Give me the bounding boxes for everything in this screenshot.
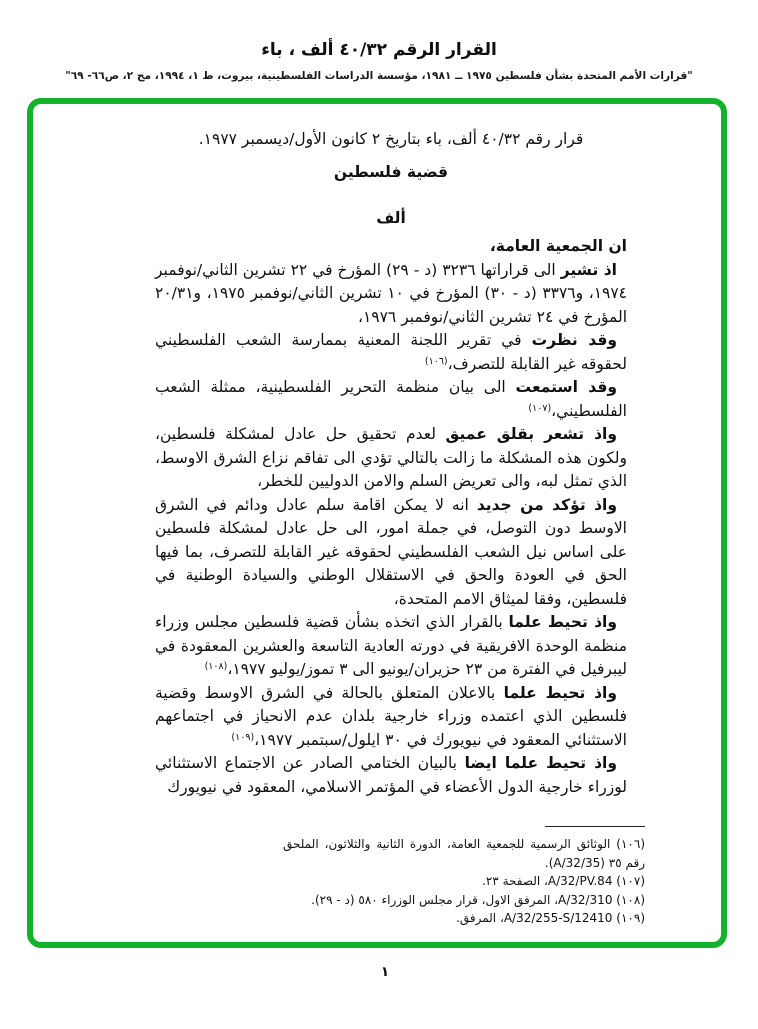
footnote-marker: (١٠٨)	[616, 892, 645, 907]
footnotes-block	[283, 835, 645, 928]
preamble-paragraph	[155, 611, 627, 682]
preamble-intro: ان الجمعية العامة،	[489, 237, 627, 255]
footnote-marker: (١٠٦)	[616, 837, 645, 851]
paragraph-lead: واذ تحيط علما ايضا	[464, 754, 618, 772]
paragraph-lead: واذ تحيط علما	[503, 683, 617, 702]
paragraph-text: الى بيان منظمة التحرير الفلسطينية، ممثلة الشعب الفلسطيني،	[155, 378, 627, 420]
footnote-ref: (١٠٩)	[231, 731, 255, 743]
document-body	[155, 128, 627, 799]
source-citation-line: "قرارات الأمم المتحدة بشأن فلسطين ١٩٧٥ ــ ١٩٨١، مؤسسة الدراسات الفلسطينية، بيروت، ط ١، ١٩٩٤، مج ٢، ص٦٦- ٦٩"	[65, 70, 693, 82]
paragraph-text: انه لا يمكن اقامة سلم عادل ودائم في الشرق الاوسط دون التوصل، في جملة امور، الى حل عادل لمشكلة فلسطين على اساس نيل الشعب الفلسطيني لحقوقه غير القابلة للتصرف، بما فيها الحق في العودة والحق في الاستقلال الوطني والسيادة الوطنية في فلسطين، وفقا لميثاق الامم المتحدة،	[155, 495, 627, 608]
footnote-text: A/32/310، المرفق الاول، قرار مجلس الوزراء ٥٨٠ (د - ٢٩).	[311, 892, 617, 907]
preamble-paragraph	[155, 423, 627, 494]
footnote-text: A/32/PV.84، الصفحة ٢٣.	[482, 874, 617, 889]
preamble-paragraph	[155, 752, 627, 799]
page-number: ١	[380, 964, 390, 980]
paragraph-text: بالاعلان المتعلق بالحالة في الشرق الاوسط وقضية فلسطين الذي اعتمده وزراء خارجية بلدان عدم الانحياز في اجتماعهم الاستثنائي المعقود في نيويورك في ٣٠ ايلول/سبتمبر ١٩٧٧،	[155, 683, 627, 749]
footnote-text: الوثائق الرسمية للجمعية العامة، الدورة الثانية والثلاثون، الملحق رقم ٣٥ (A/32/35).	[283, 837, 645, 870]
paragraph-text: في تقرير اللجنة المعنية بممارسة الشعب الفلسطيني لحقوقه غير القابلة للتصرف،	[155, 331, 627, 373]
preamble-paragraph	[155, 259, 627, 330]
footnote	[283, 835, 645, 872]
resolution-heading: قرار رقم ٤٠/٣٢ ألف، باء بتاريخ ٢ كانون الأول/ديسمبر ١٩٧٧.	[198, 130, 584, 148]
footnote-ref: (١٠٦)	[424, 355, 448, 367]
paragraph-lead: واذ تحيط علما	[508, 613, 617, 631]
paragraph-text: الى قراراتها ٣٢٣٦ (د - ٢٩) المؤرخ في ٢٢ تشرين الثاني/نوفمبر ١٩٧٤، و٣٣٧٦ (د - ٣٠) المؤرخ في ١٠ تشرين الثاني/نوفمبر ١٩٧٥، و٢٠/٣١ المؤرخ في ٢٤ تشرين الثاني/نوفمبر ١٩٧٦،	[155, 260, 628, 326]
preamble-paragraph	[155, 376, 627, 423]
preamble-paragraph	[155, 494, 627, 612]
paragraph-lead: وقد نظرت	[531, 331, 617, 349]
paragraph-text: لعدم تحقيق حل عادل لمشكلة فلسطين، ولكون هذه المشكلة ما زالت بالتالي تؤدي الى تفاقم نزاع الشرق الاوسط، الذي تمثل لبه، والى تعريض السلم والامن الدوليين للخطر،	[155, 425, 627, 490]
footnote	[283, 891, 645, 910]
paragraph-lead: وقد استمعت	[515, 378, 617, 396]
footnote-separator	[545, 826, 645, 827]
footnote	[283, 872, 645, 891]
footnote-marker: (١٠٧)	[616, 874, 645, 889]
paragraph-lead: اذ تشير	[560, 260, 617, 279]
section-label: ألف	[376, 209, 406, 227]
paragraph-text: بالقرار الذي اتخذه بشأن قضية فلسطين مجلس وزراء منظمة الوحدة الافريقية في دورته العادية التاسعة والعشرين المعقودة في ليبرفيل في الفترة من ٢٣ حزيران/يونيو الى ٣ تموز/يوليو ١٩٧٧،	[155, 613, 627, 678]
footnote-ref: (١٠٨)	[204, 661, 228, 672]
footnote-marker: (١٠٩)	[616, 911, 645, 926]
preamble-paragraph	[155, 682, 627, 753]
paragraph-lead: واذ تؤكد من جديد	[476, 495, 617, 514]
preamble-paragraph	[155, 329, 627, 376]
page-title: القرار الرقم ٤٠/٣٢ ألف ، باء	[261, 40, 497, 60]
footnote	[283, 909, 645, 928]
footnote-text: A/32/255-S/12410، المرفق.	[456, 911, 617, 926]
resolution-subject: قضية فلسطين	[333, 163, 449, 181]
footnote-ref: (١٠٧)	[528, 402, 552, 414]
paragraph-text: بالبيان الختامي الصادر عن الاجتماع الاستثنائي لوزراء خارجية الدول الأعضاء في المؤتمر الاسلامي، المعقود في نيويورك	[155, 754, 627, 796]
paragraph-lead: واذ تشعر بقلق عميق	[445, 425, 617, 443]
